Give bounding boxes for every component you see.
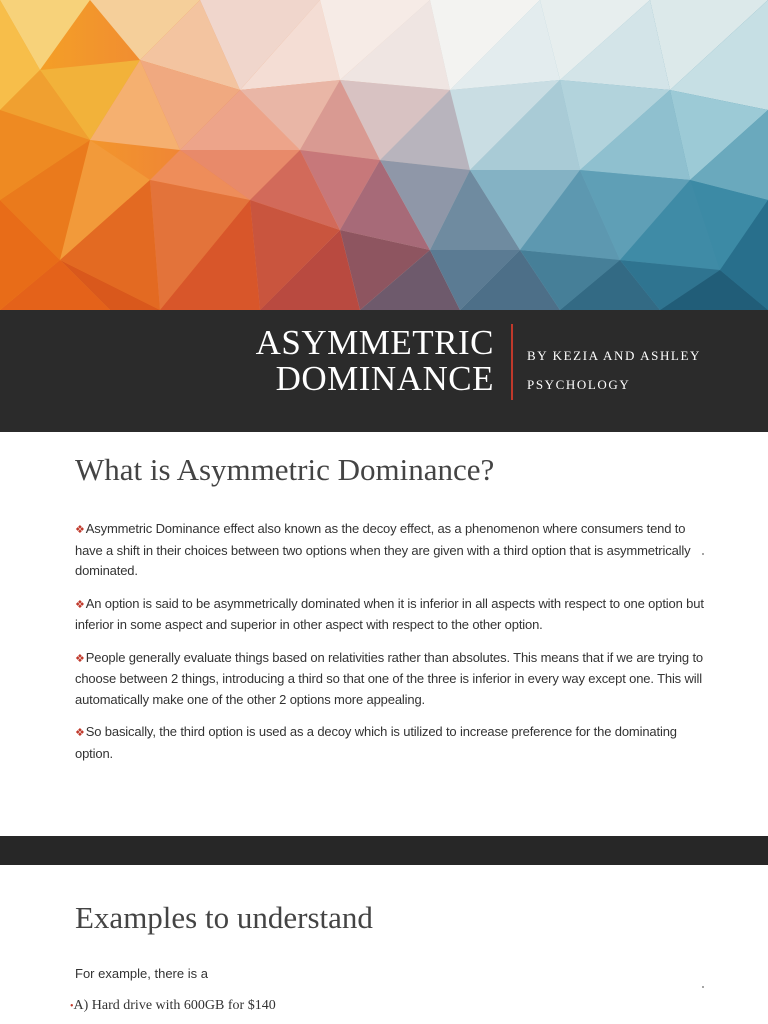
bullet-text: So basically, the third option is used as a decoy which is utilized to increase preference for the dominating option. — [75, 724, 677, 761]
diamond-bullet-icon: ❖ — [75, 597, 85, 611]
author-byline: BY KEZIA AND ASHLEY — [527, 348, 702, 363]
list-item — [70, 594, 710, 636]
slide-corner-dot — [702, 986, 704, 988]
title-line-2: DOMINANCE — [275, 359, 494, 398]
example-option-a — [70, 998, 276, 1014]
slide-separator-band — [0, 836, 768, 865]
bullet-text: Asymmetric Dominance effect also known as the decoy effect, as a phenomenon where consumers tend to have a shift in their choices between two options when they are given with a third option that is asymmetrically dominated. — [75, 521, 691, 578]
definition-bullet-list — [70, 519, 710, 776]
slide-heading-definition: What is Asymmetric Dominance? — [75, 452, 495, 487]
list-item — [70, 648, 710, 711]
hero-polygon-artwork — [0, 0, 768, 310]
presentation-title — [256, 325, 494, 397]
slide-corner-dot — [702, 553, 704, 555]
bullet-text: People generally evaluate things based on relativities rather than absolutes. This means that if we are trying to choose between 2 things, introducing a third so that one of the three is inferior in every way except one. This will automatically make one of the other 2 options more appealing. — [75, 649, 704, 707]
list-item — [70, 722, 710, 764]
title-divider — [511, 324, 513, 400]
bullet-text: An option is said to be asymmetrically dominated when it is inferior in all aspects with respect to one option but inferior in some aspect and superior in other aspect with respect to the other option. — [75, 595, 704, 632]
slide-heading-examples: Examples to understand — [75, 900, 373, 935]
byline-block — [527, 341, 701, 399]
diamond-bullet-icon: ❖ — [75, 523, 85, 536]
diamond-bullet-icon: ❖ — [75, 651, 85, 665]
example-intro-text: For example, there is a — [75, 966, 208, 981]
list-item — [70, 519, 710, 582]
bullet-dot-icon: • — [70, 1001, 74, 1012]
diamond-bullet-icon: ❖ — [75, 726, 85, 739]
option-a-text: A) Hard drive with 600GB for $140 — [73, 998, 276, 1013]
title-line-1: ASYMMETRIC — [255, 323, 494, 362]
subject-label: PSYCHOLOGY — [527, 377, 631, 392]
